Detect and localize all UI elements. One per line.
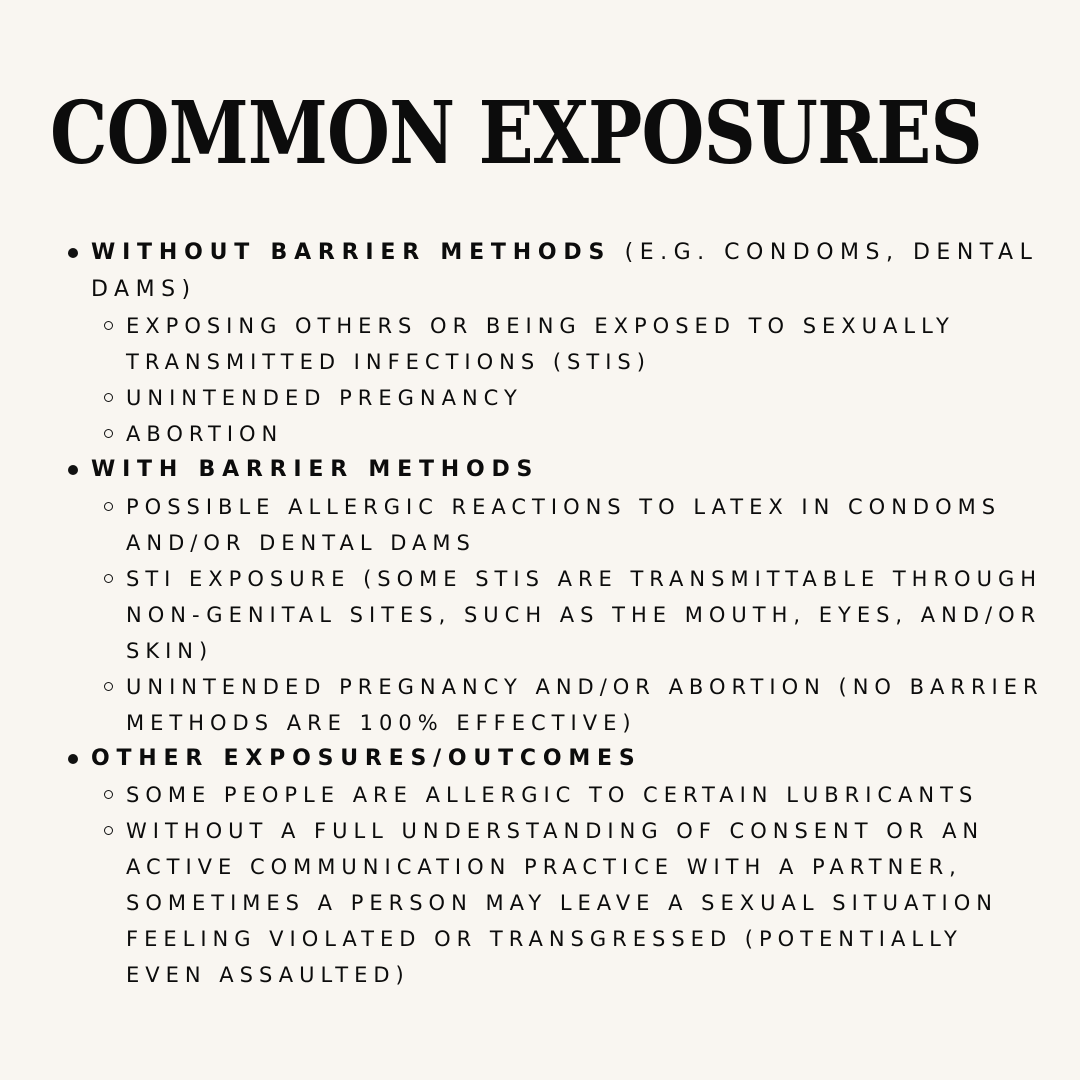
- list-item-text: UNINTENDED PREGNANCY AND/OR ABORTION (NO BARRIER METHODS ARE 100% EFFECTIVE): [126, 674, 1044, 735]
- list-item: [66, 669, 1056, 741]
- exposures-list: [66, 235, 1056, 993]
- section-heading: OTHER EXPOSURES/OUTCOMES: [91, 745, 642, 771]
- list-item: [66, 777, 1056, 813]
- list-item-text: SOME PEOPLE ARE ALLERGIC TO CERTAIN LUBRICANTS: [126, 783, 979, 807]
- list-item: [66, 489, 1056, 561]
- page-title: COMMON EXPOSURES: [50, 83, 982, 184]
- sub-bullet-icon: [104, 429, 113, 438]
- sub-bullet-icon: [104, 321, 113, 330]
- section-heading: WITHOUT BARRIER METHODS: [91, 240, 612, 265]
- list-item: [66, 813, 1056, 993]
- list-item: [66, 380, 1056, 416]
- list-item-text: POSSIBLE ALLERGIC REACTIONS TO LATEX IN CONDOMS AND/OR DENTAL DAMS: [126, 494, 1002, 555]
- sub-bullet-icon: [104, 790, 113, 799]
- section-with-barrier: [66, 452, 1056, 489]
- section-without-barrier: [66, 235, 1056, 308]
- section-heading-note: (E.G. CONDOMS, DENTAL DAMS): [91, 240, 1039, 302]
- bullet-icon: [68, 754, 78, 764]
- list-item: [66, 416, 1056, 452]
- list-item-text: UNINTENDED PREGNANCY: [126, 386, 523, 410]
- section-other-exposures: [66, 741, 1056, 778]
- sub-bullet-icon: [104, 826, 113, 835]
- list-item-text: STI EXPOSURE (SOME STIS ARE TRANSMITTABLE THROUGH NON-GENITAL SITES, SUCH AS THE MOUTH, EYES, AND/OR SKIN): [126, 566, 1043, 663]
- bullet-icon: [68, 248, 78, 258]
- sub-bullet-icon: [104, 502, 113, 511]
- sub-bullet-icon: [104, 393, 113, 402]
- list-item-text: WITHOUT A FULL UNDERSTANDING OF CONSENT OR AN ACTIVE COMMUNICATION PRACTICE WITH A PARTNER, SOMETIMES A PERSON MAY LEAVE A SEXUAL SITUATION FEELING VIOLATED OR TRANSGRESSED (POTENTIALLY EVEN ASSAULTED): [126, 819, 998, 987]
- bullet-icon: [68, 465, 78, 475]
- list-item-text: ABORTION: [126, 422, 284, 446]
- list-item: [66, 561, 1056, 669]
- section-heading: WITH BARRIER METHODS: [91, 457, 540, 482]
- sub-bullet-icon: [104, 682, 113, 691]
- list-item: [66, 308, 1056, 380]
- list-item-text: EXPOSING OTHERS OR BEING EXPOSED TO SEXUALLY TRANSMITTED INFECTIONS (STIS): [126, 314, 955, 374]
- sub-bullet-icon: [104, 574, 113, 583]
